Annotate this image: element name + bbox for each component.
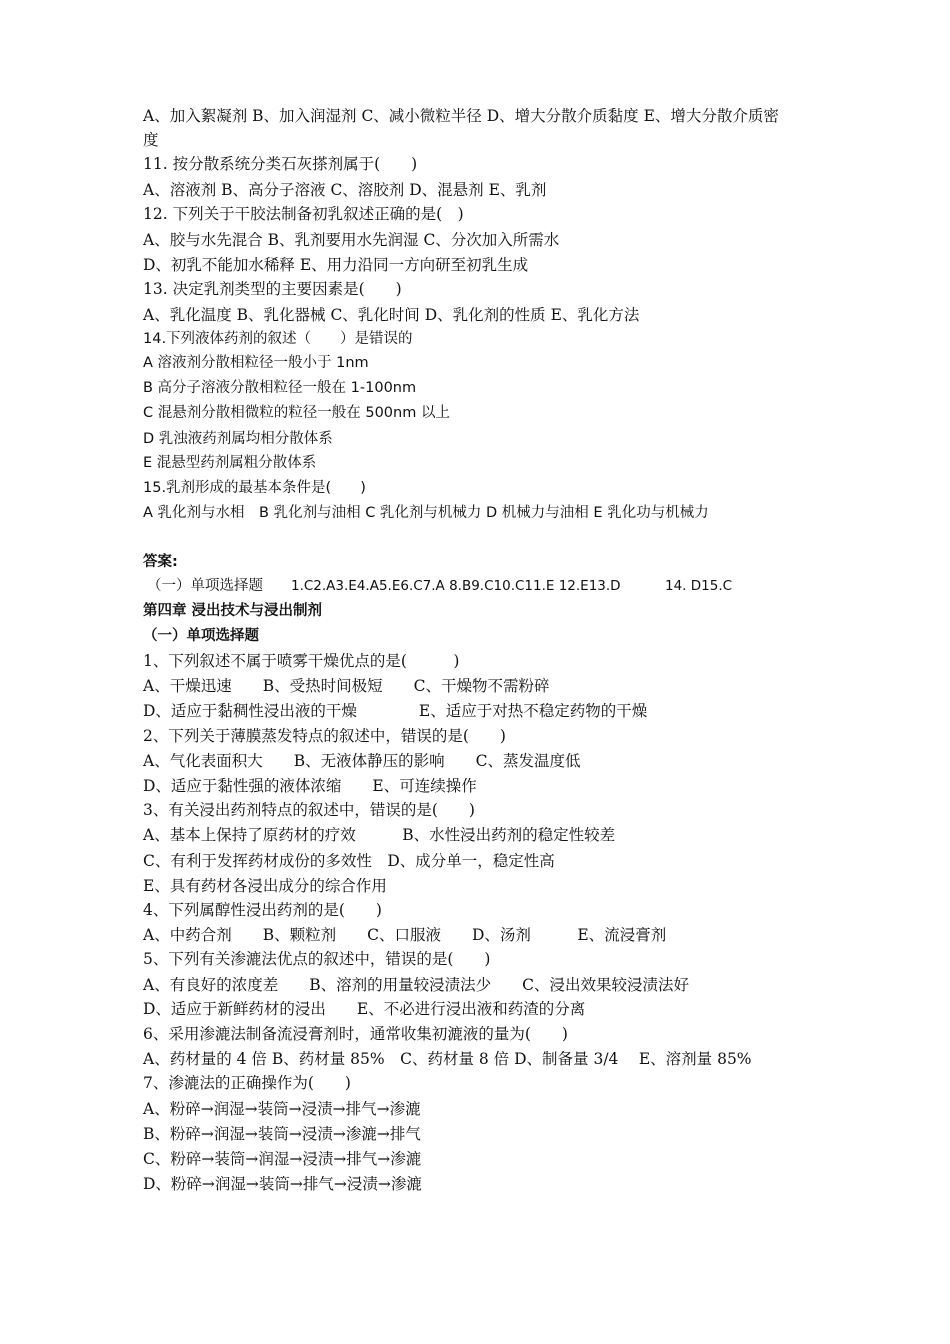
question-1-options-1: A、干燥迅速 B、受热时间极短 C、干燥物不需粉碎 [143,677,550,695]
answer-heading: 答案: [143,554,178,570]
chapter-title: 第四章 浸出技术与浸出制剂 [143,603,323,619]
question-13-options: A、乳化温度 B、乳化器械 C、乳化时间 D、乳化剂的性质 E、乳化方法 [143,306,640,324]
question-4-options: A、中药合剂 B、颗粒剂 C、口服液 D、汤剂 E、流浸膏剂 [143,926,667,944]
question-7: 7、渗漉法的正确操作为( ) [143,1074,351,1092]
answer-codes: 1.C2.A3.E4.A5.E6.C7.A 8.B9.C10.C11.E 12.E13.D [291,578,621,594]
question-1-options-2: D、适应于黏稠性浸出液的干燥 E、适应于对热不稳定药物的干燥 [143,702,648,720]
question-5-options-1: A、有良好的浓度差 B、溶剂的用量较浸渍法少 C、浸出效果较浸渍法好 [143,976,689,994]
question-12-options-2: D、初乳不能加水稀释 E、用力沿同一方向研至初乳生成 [143,256,529,274]
question-3: 3、有关浸出药剂特点的叙述中，错误的是( ) [143,801,475,819]
question-14: 14.下列液体药剂的叙述（ ）是错误的 [143,331,413,347]
question-15: 15.乳剂形成的最基本条件是( ) [143,480,366,496]
question-4: 4、下列属醇性浸出药剂的是( ) [143,901,382,919]
question-14-option-d: D 乳浊液药剂属均相分散体系 [143,431,333,447]
question-14-option-c: C 混悬剂分散相微粒的粒径一般在 500nm 以上 [143,405,450,421]
question-14-option-b: B 高分子溶液分散相粒径一般在 1-100nm [143,380,417,396]
option-line: A、加入絮凝剂 B、加入润湿剂 C、减小微粒半径 D、增大分散介质黏度 E、增大分散介质密 [143,107,779,125]
question-7-option-b: B、粉碎→润湿→装筒→浸渍→渗漉→排气 [143,1125,421,1143]
question-13: 13. 决定乳剂类型的主要因素是( ) [143,280,402,298]
question-6-options: A、药材量的 4 倍 B、药材量 85% C、药材量 8 倍 D、制备量 3/4 E、溶剂量 85% [143,1050,752,1068]
option-line-continued: 度 [143,131,159,149]
question-12: 12. 下列关于干胶法制备初乳叙述正确的是( ) [143,205,464,223]
question-11: 11. 按分散系统分类石灰搽剂属于( ) [143,155,418,173]
question-7-option-c: C、粉碎→装筒→润湿→浸渍→排气→渗漉 [143,1150,422,1168]
answer-label: （一）单项选择题 [147,578,263,594]
question-3-options-2: C、有利于发挥药材成份的多效性 D、成分单一，稳定性高 [143,852,555,870]
question-11-options: A、溶液剂 B、高分子溶液 C、溶胶剂 D、混悬剂 E、乳剂 [143,181,547,199]
question-15-options: A 乳化剂与水相 B 乳化剂与油相 C 乳化剂与机械力 D 机械力与油相 E 乳化功与机械力 [143,505,709,521]
question-1: 1、下列叙述不属于喷雾干燥优点的是( ) [143,652,460,670]
section-title: （一）单项选择题 [143,628,259,644]
answer-tail: 14. D15.C [665,578,733,594]
question-3-options-1: A、基本上保持了原药材的疗效 B、水性浸出药剂的稳定性较差 [143,826,616,844]
question-14-option-a: A 溶液剂分散相粒径一般小于 1nm [143,355,369,371]
question-5: 5、下列有关渗漉法优点的叙述中，错误的是( ) [143,950,491,968]
question-5-options-2: D、适应于新鲜药材的浸出 E、不必进行浸出液和药渣的分离 [143,1000,586,1018]
question-2-options-2: D、适应于黏性强的液体浓缩 E、可连续操作 [143,777,477,795]
question-12-options-1: A、胶与水先混合 B、乳剂要用水先润湿 C、分次加入所需水 [143,231,560,249]
answer-row [143,576,843,596]
question-7-option-a: A、粉碎→润湿→装筒→浸渍→排气→渗漉 [143,1100,421,1118]
question-6: 6、采用渗漉法制备流浸膏剂时，通常收集初漉液的量为( ) [143,1025,568,1043]
question-14-option-e: E 混悬型药剂属粗分散体系 [143,455,317,471]
question-7-option-d: D、粉碎→润湿→装筒→排气→浸渍→渗漉 [143,1175,422,1193]
question-2: 2、下列关于薄膜蒸发特点的叙述中，错误的是( ) [143,727,506,745]
question-3-options-3: E、具有药材各浸出成分的综合作用 [143,877,387,895]
question-2-options-1: A、气化表面积大 B、无液体静压的影响 C、蒸发温度低 [143,752,581,770]
